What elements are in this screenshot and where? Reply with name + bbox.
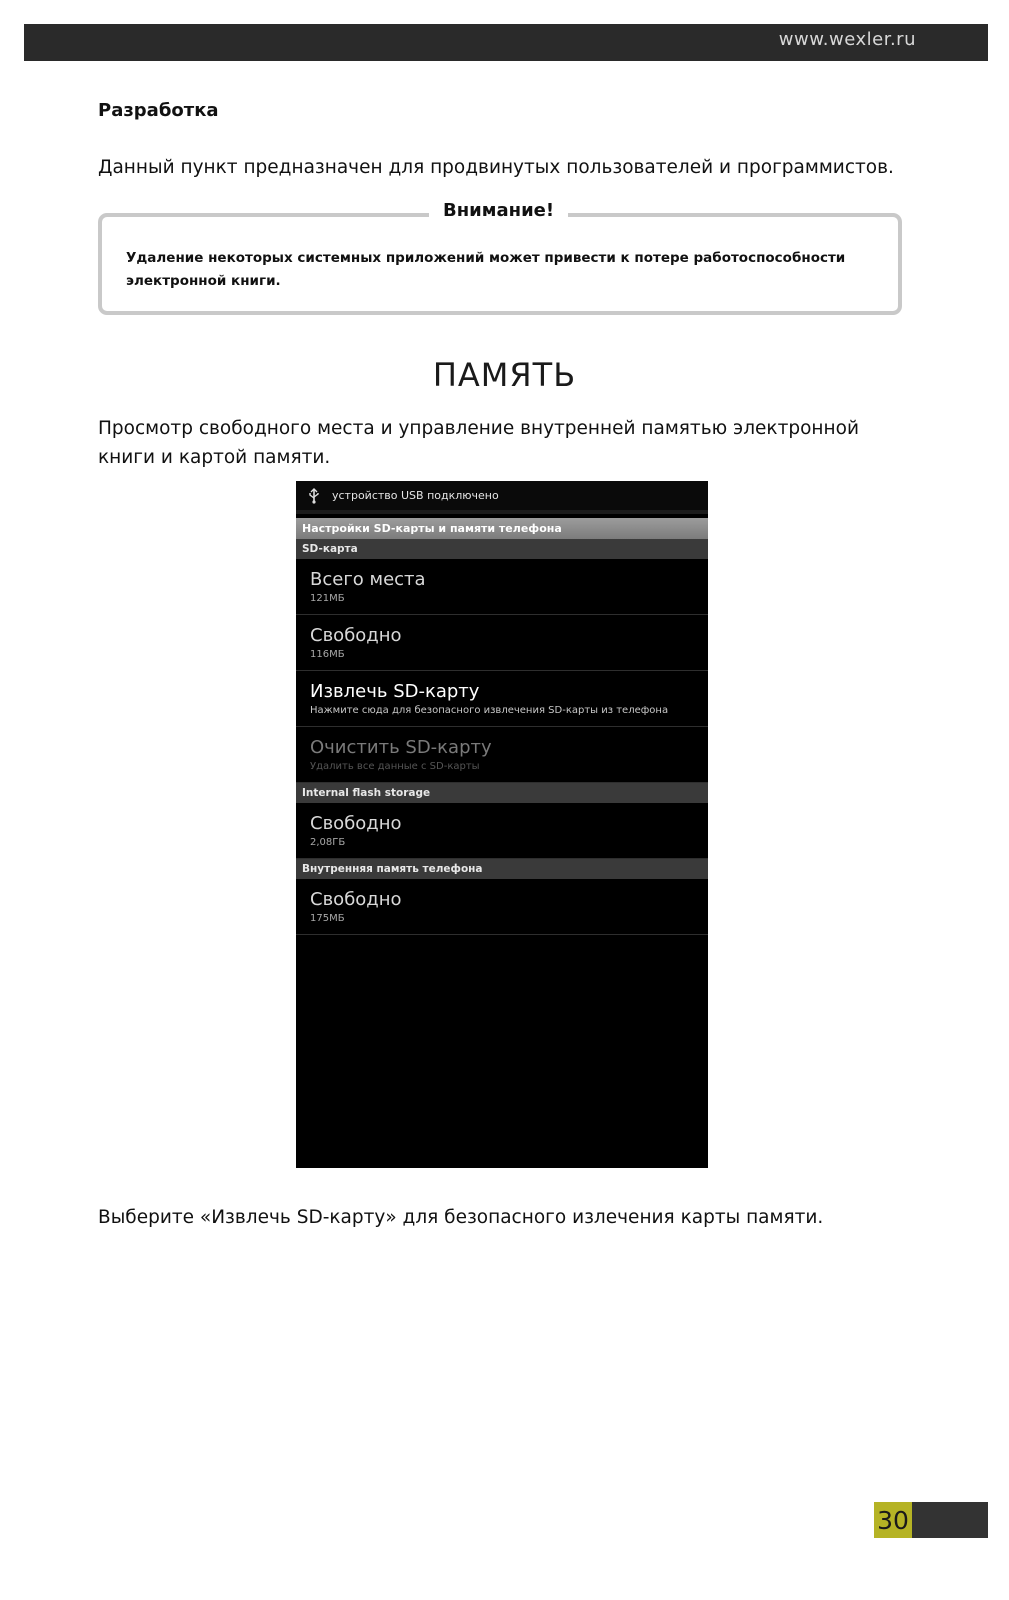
- pref-title: Свободно: [310, 624, 402, 646]
- section-title-memory: ПАМЯТЬ: [432, 356, 577, 394]
- category-internal-flash: Internal flash storage: [296, 783, 708, 803]
- pref-summary: 121МБ: [310, 592, 345, 604]
- status-bar: [296, 481, 708, 514]
- pref-title: Свободно: [310, 812, 402, 834]
- pref-unmount-sd[interactable]: [296, 671, 708, 727]
- memory-description: Просмотр свободного места и управление внутренней памятью электронной книги и картой памяти.: [98, 418, 859, 468]
- pref-summary: Нажмите сюда для безопасного извлечения SD-карты из телефона: [310, 704, 669, 716]
- pref-total-space[interactable]: [296, 559, 708, 615]
- status-text: устройство USB подключено: [332, 489, 499, 502]
- pref-summary: 2,08ГБ: [310, 836, 346, 848]
- pref-title: Извлечь SD-карту: [310, 680, 480, 702]
- pref-summary: 116МБ: [310, 648, 345, 660]
- unmount-instruction: Выберите «Извлечь SD-карту» для безопасного излечения карты памяти.: [98, 1207, 824, 1228]
- warning-box: [98, 200, 902, 315]
- site-url: www.wexler.ru: [778, 29, 916, 50]
- category-sd-card: SD-карта: [296, 539, 708, 559]
- pref-summary: 175МБ: [310, 912, 345, 924]
- pref-format-sd[interactable]: [296, 727, 708, 783]
- pref-title: Всего места: [310, 568, 426, 590]
- pref-phone-free[interactable]: [296, 879, 708, 935]
- phone-screenshot: [296, 481, 708, 1168]
- pref-title: Очистить SD-карту: [310, 736, 492, 758]
- usb-icon: [306, 488, 322, 504]
- header-bar: [24, 24, 988, 61]
- page-number-bar: [912, 1502, 988, 1538]
- pref-flash-free[interactable]: [296, 803, 708, 859]
- pref-summary: Удалить все данные с SD-карты: [310, 760, 480, 772]
- pref-title: Свободно: [310, 888, 402, 910]
- pref-sd-free[interactable]: [296, 615, 708, 671]
- category-phone-memory: Внутренняя память телефона: [296, 859, 708, 879]
- warning-title: Внимание!: [429, 200, 568, 221]
- page-number: 30: [874, 1502, 912, 1538]
- section-heading-development: Разработка: [98, 100, 219, 121]
- development-description: Данный пункт предназначен для продвинутых пользователей и программистов.: [98, 157, 894, 178]
- warning-text: Удаление некоторых системных приложений может привести к потере работоспособности электронной книги.: [126, 250, 846, 289]
- screen-title: Настройки SD-карты и памяти телефона: [296, 518, 708, 539]
